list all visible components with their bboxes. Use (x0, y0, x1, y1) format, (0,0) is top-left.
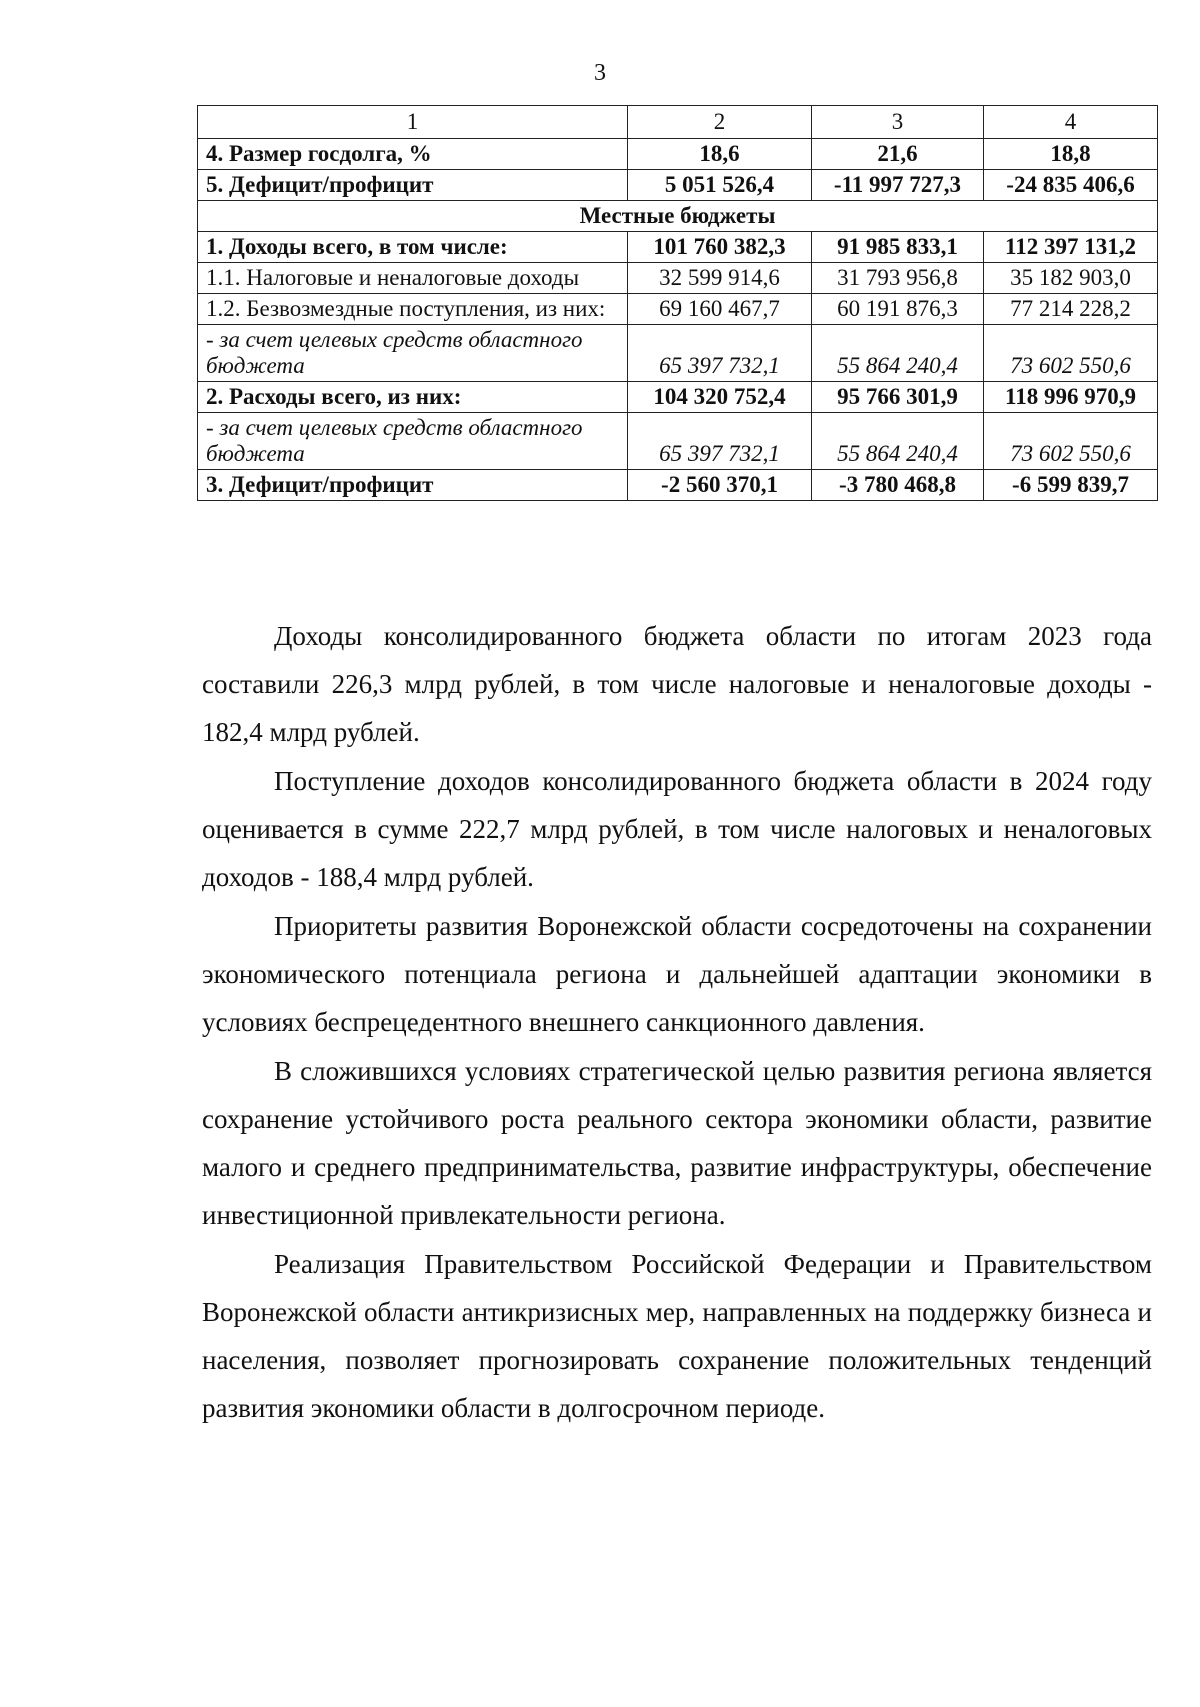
table-row (198, 413, 1158, 470)
table-row (198, 139, 1158, 170)
cell-value: -6 599 839,7 (984, 470, 1158, 501)
cell-value: 101 760 382,3 (628, 232, 812, 263)
cell-value: 35 182 903,0 (984, 263, 1158, 294)
budget-table (197, 105, 1158, 501)
row-label: 1.1. Налоговые и неналоговые доходы (198, 263, 628, 294)
row-label: 4. Размер госдолга, % (198, 139, 628, 170)
cell-value: 31 793 956,8 (812, 263, 984, 294)
row-label: - за счет целевых средств областного бюджета (198, 413, 628, 470)
paragraph: Приоритеты развития Воронежской области сосредоточены на сохранении экономического потенциала региона и дальнейшей адаптации экономики в условиях беспрецедентного внешнего санкционного давления. (202, 911, 1152, 1037)
cell-value: 118 996 970,9 (984, 382, 1158, 413)
row-label: 1. Доходы всего, в том числе: (198, 232, 628, 263)
cell-value: 69 160 467,7 (628, 294, 812, 325)
cell-value: 55 864 240,4 (812, 413, 984, 470)
paragraph: Доходы консолидированного бюджета области по итогам 2023 года составили 226,3 млрд рублей, в том числе налоговые и неналоговые доходы - 182,4 млрд рублей. (202, 621, 1152, 747)
cell-value: 73 602 550,6 (984, 325, 1158, 382)
cell-value: 65 397 732,1 (628, 325, 812, 382)
row-label: 2. Расходы всего, из них: (198, 382, 628, 413)
row-label: 1.2. Безвозмездные поступления, из них: (198, 294, 628, 325)
cell-value: 21,6 (812, 139, 984, 170)
row-label: - за счет целевых средств областного бюджета (198, 325, 628, 382)
cell-value: 60 191 876,3 (812, 294, 984, 325)
table-row (198, 263, 1158, 294)
cell-value: -3 780 468,8 (812, 470, 984, 501)
cell-value: 5 051 526,4 (628, 170, 812, 201)
table-header-row (198, 106, 1158, 139)
column-number: 3 (812, 106, 984, 139)
table-row (198, 470, 1158, 501)
cell-value: 55 864 240,4 (812, 325, 984, 382)
table-row (198, 325, 1158, 382)
table-row (198, 382, 1158, 413)
paragraph: Поступление доходов консолидированного бюджета области в 2024 году оценивается в сумме 222,7 млрд рублей, в том числе налоговых и неналоговых доходов - 188,4 млрд рублей. (202, 766, 1152, 892)
row-label: 3. Дефицит/профицит (198, 470, 628, 501)
table-row (198, 170, 1158, 201)
body-text (202, 612, 1152, 1432)
page-number: 3 (594, 60, 606, 86)
cell-value: 112 397 131,2 (984, 232, 1158, 263)
cell-value: 77 214 228,2 (984, 294, 1158, 325)
column-number: 1 (198, 106, 628, 139)
table-row (198, 232, 1158, 263)
section-title: Местные бюджеты (198, 201, 1158, 232)
cell-value: 104 320 752,4 (628, 382, 812, 413)
cell-value: 73 602 550,6 (984, 413, 1158, 470)
cell-value: -11 997 727,3 (812, 170, 984, 201)
section-row (198, 201, 1158, 232)
cell-value: 18,8 (984, 139, 1158, 170)
cell-value: -24 835 406,6 (984, 170, 1158, 201)
cell-value: 91 985 833,1 (812, 232, 984, 263)
cell-value: 32 599 914,6 (628, 263, 812, 294)
table-row (198, 294, 1158, 325)
cell-value: 65 397 732,1 (628, 413, 812, 470)
cell-value: 18,6 (628, 139, 812, 170)
cell-value: 95 766 301,9 (812, 382, 984, 413)
column-number: 4 (984, 106, 1158, 139)
paragraph: В сложившихся условиях стратегической целью развития региона является сохранение устойчивого роста реального сектора экономики области, развитие малого и среднего предпринимательства, развитие инфраструктуры, обеспечение инвестиционной привлекательности региона. (202, 1056, 1152, 1230)
paragraph: Реализация Правительством Российской Федерации и Правительством Воронежской области антикризисных мер, направленных на поддержку бизнеса и населения, позволяет прогнозировать сохранение положительных тенденций развития экономики области в долгосрочном периоде. (202, 1249, 1152, 1423)
row-label: 5. Дефицит/профицит (198, 170, 628, 201)
column-number: 2 (628, 106, 812, 139)
cell-value: -2 560 370,1 (628, 470, 812, 501)
